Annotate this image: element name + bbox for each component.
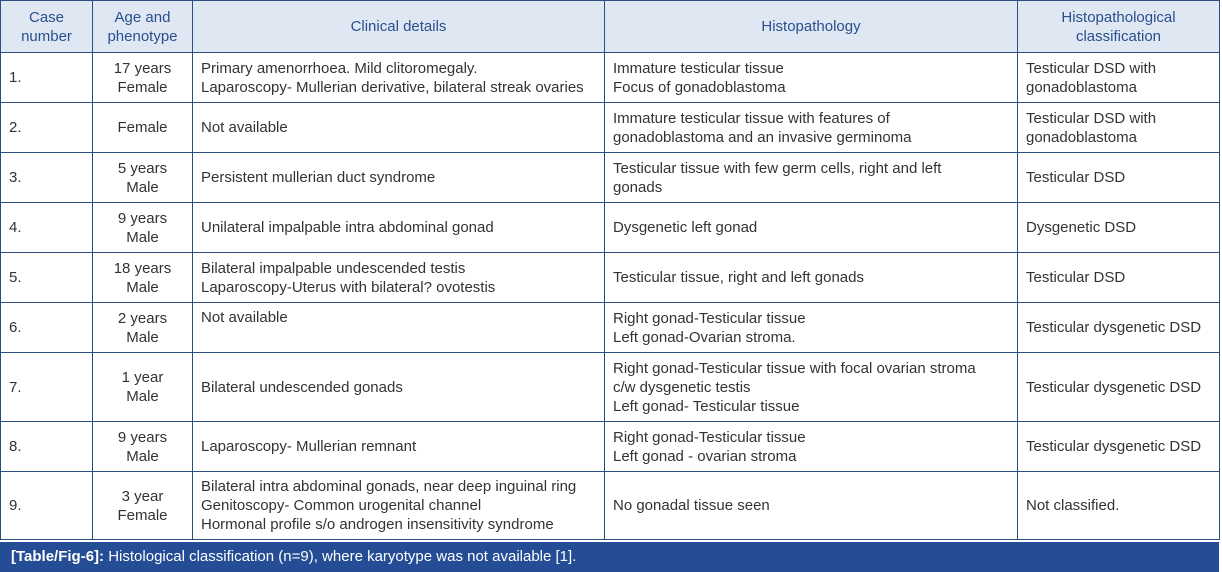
histopathology-cell (605, 203, 1018, 253)
header-clinical-details (193, 1, 605, 53)
histopathology-cell (605, 472, 1018, 540)
classification-cell (1018, 103, 1220, 153)
clinical-details-cell (193, 353, 605, 422)
histopathology-cell (605, 53, 1018, 103)
table-row (1, 103, 1220, 153)
classification-cell-line: Testicular dysgenetic DSD (1026, 378, 1202, 396)
table-row (1, 472, 1220, 540)
clinical-details-cell (193, 153, 605, 203)
age-phenotype-cell (93, 153, 193, 203)
age-phenotype-cell (93, 353, 193, 422)
case-number-cell: 2. (1, 103, 93, 153)
case-number-cell: 9. (1, 472, 93, 540)
age-phenotype-cell (93, 422, 193, 472)
classification-cell-line: Testicular dysgenetic DSD (1026, 319, 1202, 336)
age-phenotype-cell-line: Female (117, 78, 168, 96)
classification-cell (1018, 353, 1220, 422)
table-row (1, 153, 1220, 203)
classification-cell-line: Testicular DSD (1026, 169, 1126, 186)
age-phenotype-cell-line: Male (126, 328, 159, 346)
classification-cell (1018, 53, 1220, 103)
header-line: classification (1075, 27, 1162, 45)
header-line: Histopathology (761, 18, 861, 35)
classification-cell (1018, 253, 1220, 303)
age-phenotype-cell-line: 9 years (117, 428, 168, 446)
classification-cell-line: Not classified. (1026, 497, 1120, 514)
histopathology-cell-line: Immature testicular tissue (613, 59, 784, 77)
histopathology-cell-line: Focus of gonadoblastoma (613, 78, 786, 96)
case-number-cell: 8. (1, 422, 93, 472)
classification-cell (1018, 422, 1220, 472)
age-phenotype-cell (93, 203, 193, 253)
case-number-cell: 4. (1, 203, 93, 253)
clinical-details-cell-line: Hormonal profile s/o androgen insensitivity syndrome (201, 516, 554, 533)
header-line: Age and (114, 8, 171, 26)
age-phenotype-cell (93, 472, 193, 540)
clinical-details-cell-line: Genitoscopy- Common urogenital channel (201, 497, 482, 514)
case-number-cell: 1. (1, 53, 93, 103)
histopathology-cell (605, 253, 1018, 303)
table-row (1, 53, 1220, 103)
clinical-details-cell (193, 203, 605, 253)
table-row (1, 203, 1220, 253)
header-row (1, 1, 1220, 53)
header-line: Clinical details (350, 18, 447, 35)
age-phenotype-cell (93, 253, 193, 303)
classification-cell-line: Dysgenetic DSD (1026, 219, 1137, 236)
age-phenotype-cell (93, 103, 193, 153)
histopathology-cell-line: Testicular tissue with few germ cells, right and left (613, 159, 942, 177)
age-phenotype-cell-line: 5 years (117, 159, 168, 177)
age-phenotype-cell-line: Male (126, 388, 159, 405)
clinical-details-cell (193, 103, 605, 153)
classification-cell-line: Testicular DSD with (1026, 59, 1157, 77)
histopathology-cell-line: gonads (613, 178, 663, 196)
histopathology-cell (605, 303, 1018, 353)
caption-label: [Table/Fig-6]: (11, 548, 105, 565)
clinical-details-cell-line: Primary amenorrhoea. Mild clitoromegaly. (201, 59, 478, 77)
classification-cell (1018, 303, 1220, 353)
age-phenotype-cell-line: Female (117, 506, 168, 524)
classification-cell-line: Testicular DSD with (1026, 109, 1157, 127)
clinical-details-cell-line: Not available (201, 119, 288, 136)
classification-cell-line: gonadoblastoma (1026, 128, 1137, 146)
histopathology-cell-line: Left gonad-Ovarian stroma. (613, 328, 796, 346)
clinical-details-cell-line: Unilateral impalpable intra abdominal gonad (201, 219, 494, 236)
clinical-details-cell-line: Bilateral impalpable undescended testis (201, 259, 466, 277)
age-phenotype-cell (93, 303, 193, 353)
histopathology-cell-line: Right gonad-Testicular tissue with focal ovarian stroma (613, 359, 976, 377)
table-row (1, 422, 1220, 472)
histopathology-cell (605, 103, 1018, 153)
age-phenotype-cell-line: 1 year (121, 369, 164, 386)
clinical-details-cell (193, 303, 605, 353)
table-row (1, 353, 1220, 422)
clinical-details-cell-line: Laparoscopy- Mullerian derivative, bilateral streak ovaries (201, 78, 584, 96)
histopathology-cell-line: No gonadal tissue seen (613, 497, 770, 514)
clinical-details-cell-line: Bilateral undescended gonads (201, 378, 403, 396)
classification-cell-line: Testicular dysgenetic DSD (1026, 438, 1202, 455)
age-phenotype-cell-line: 18 years (113, 259, 172, 277)
age-phenotype-cell-line: Male (126, 228, 159, 246)
age-phenotype-cell (93, 53, 193, 103)
caption-text: Histological classification (n=9), where karyotype was not available [1]. (104, 548, 577, 565)
header-line: number (21, 27, 72, 45)
age-phenotype-cell-line: 9 years (117, 209, 168, 227)
table-caption (0, 542, 1219, 572)
classification-cell (1018, 153, 1220, 203)
table-body (1, 53, 1220, 540)
case-number-cell: 7. (1, 353, 93, 422)
table-row (1, 253, 1220, 303)
histopathology-cell-line: Immature testicular tissue with features of (613, 109, 890, 127)
histopathology-cell (605, 353, 1018, 422)
histopathology-cell-line: Left gonad - ovarian stroma (613, 447, 797, 465)
header-case-number (1, 1, 93, 53)
header-classification (1018, 1, 1220, 53)
age-phenotype-cell-line: 2 years (117, 309, 168, 327)
clinical-details-cell-line: Bilateral intra abdominal gonads, near deep inguinal ring (201, 478, 577, 495)
header-age-phenotype (93, 1, 193, 53)
header-line: phenotype (107, 27, 178, 45)
clinical-details-cell (193, 472, 605, 540)
classification-cell (1018, 472, 1220, 540)
table-row (1, 303, 1220, 353)
classification-cell-line: gonadoblastoma (1026, 78, 1137, 96)
histopathology-cell-line: Right gonad-Testicular tissue (613, 309, 806, 327)
histopathology-cell (605, 422, 1018, 472)
histopathology-cell-line: Dysgenetic left gonad (613, 219, 758, 236)
histopathology-cell-line: c/w dysgenetic testis (613, 378, 751, 396)
histopathology-cell-line: Testicular tissue, right and left gonads (613, 269, 864, 286)
age-phenotype-cell-line: Male (126, 278, 159, 296)
clinical-details-cell-line: Laparoscopy-Uterus with bilateral? ovotestis (201, 278, 496, 296)
age-phenotype-cell-line: Male (126, 447, 159, 465)
histopathology-cell-line: gonadoblastoma and an invasive germinoma (613, 128, 912, 146)
age-phenotype-cell-line: 17 years (113, 59, 172, 77)
age-phenotype-cell-line: Male (126, 178, 159, 196)
classification-cell-line: Testicular DSD (1026, 269, 1126, 286)
clinical-details-cell-line: Not available (201, 309, 288, 326)
clinical-details-cell (193, 422, 605, 472)
age-phenotype-cell-line: 3 year (121, 487, 164, 505)
clinical-details-cell-line: Persistent mullerian duct syndrome (201, 169, 436, 186)
header-line: Histopathological (1061, 8, 1176, 26)
classification-cell (1018, 203, 1220, 253)
header-line: Case (28, 8, 65, 26)
case-number-cell: 6. (1, 303, 93, 353)
clinical-details-cell-line: Laparoscopy- Mullerian remnant (201, 438, 417, 455)
histopathology-cell-line: Left gonad- Testicular tissue (613, 397, 800, 415)
case-number-cell: 5. (1, 253, 93, 303)
histopathology-cell (605, 153, 1018, 203)
age-phenotype-cell-line: Female (117, 119, 168, 136)
case-number-cell: 3. (1, 153, 93, 203)
clinical-details-cell (193, 253, 605, 303)
clinical-details-cell (193, 53, 605, 103)
header-histopathology (605, 1, 1018, 53)
histopathology-cell-line: Right gonad-Testicular tissue (613, 428, 806, 446)
